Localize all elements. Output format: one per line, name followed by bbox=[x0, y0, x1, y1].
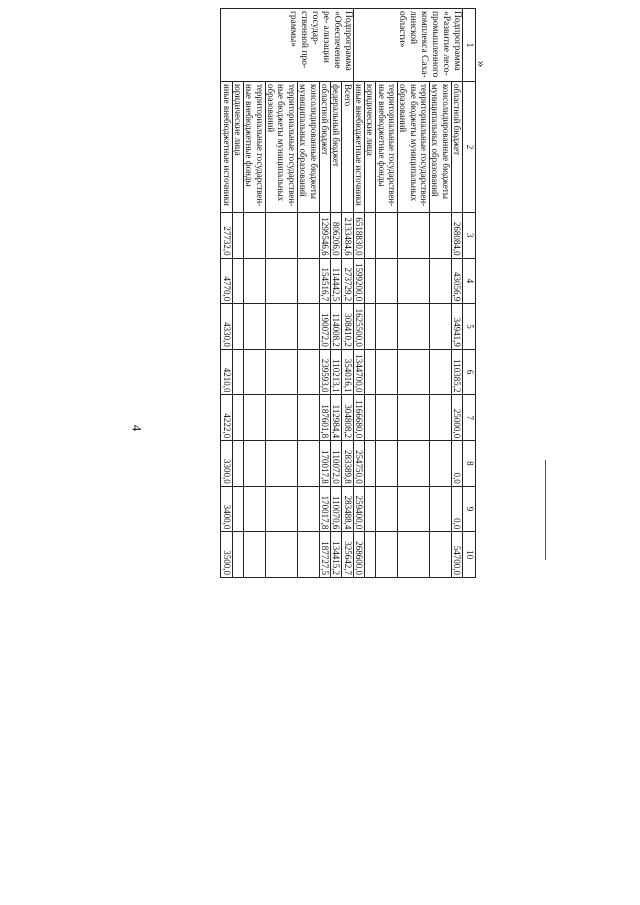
column-header-10: 10 bbox=[463, 532, 476, 578]
value-cell bbox=[429, 532, 451, 578]
column-header-7: 7 bbox=[463, 395, 476, 441]
value-cell bbox=[364, 441, 375, 487]
column-header-5: 5 bbox=[463, 304, 476, 350]
value-cell: 25000,0 bbox=[451, 395, 462, 441]
value-cell bbox=[244, 532, 266, 578]
funding-source: консолидированные бюджеты муниципальных образований bbox=[297, 82, 319, 213]
funding-source: областной бюджет bbox=[319, 82, 330, 213]
value-cell bbox=[397, 486, 429, 532]
value-cell bbox=[397, 532, 429, 578]
column-header-1: 1 bbox=[463, 9, 476, 82]
value-cell bbox=[376, 395, 398, 441]
budget-table-wrapper bbox=[94, 8, 476, 578]
value-cell bbox=[232, 258, 243, 304]
value-cell bbox=[297, 395, 319, 441]
value-cell: 110072,0 bbox=[330, 441, 341, 487]
value-cell bbox=[297, 532, 319, 578]
value-cell: 27732,0 bbox=[221, 212, 232, 258]
value-cell bbox=[244, 304, 266, 350]
funding-source: консолидированные бюджеты муниципальных образований bbox=[429, 82, 451, 213]
value-cell bbox=[265, 486, 297, 532]
page-number: 4 bbox=[129, 424, 145, 432]
value-cell: 354016,1 bbox=[342, 349, 353, 395]
funding-source: юридические лица bbox=[364, 82, 375, 213]
value-cell: 239593,0 bbox=[319, 349, 330, 395]
value-cell: 114442,5 bbox=[330, 258, 341, 304]
value-cell bbox=[265, 349, 297, 395]
value-cell: 283389,8 bbox=[342, 441, 353, 487]
value-cell: 170017,8 bbox=[319, 486, 330, 532]
value-cell bbox=[397, 441, 429, 487]
value-cell: 806206,0 bbox=[330, 212, 341, 258]
value-cell bbox=[244, 395, 266, 441]
header-row bbox=[463, 9, 476, 578]
value-cell bbox=[244, 212, 266, 258]
value-cell bbox=[232, 486, 243, 532]
value-cell bbox=[429, 349, 451, 395]
value-cell bbox=[297, 486, 319, 532]
value-cell: 254750,0 bbox=[353, 441, 364, 487]
value-cell bbox=[429, 258, 451, 304]
value-cell bbox=[265, 532, 297, 578]
value-cell: 283488,4 bbox=[342, 486, 353, 532]
value-cell: 4222,0 bbox=[221, 395, 232, 441]
value-cell: 268600,0 bbox=[353, 532, 364, 578]
closing-quote: » bbox=[474, 60, 490, 68]
table-row bbox=[244, 9, 266, 578]
funding-source: Всего bbox=[342, 82, 353, 213]
value-cell: 1166680,0 bbox=[353, 395, 364, 441]
column-header-3: 3 bbox=[463, 212, 476, 258]
value-cell bbox=[297, 258, 319, 304]
table-row bbox=[330, 9, 341, 578]
value-cell bbox=[429, 486, 451, 532]
table-row bbox=[397, 9, 429, 578]
value-cell: 187727,5 bbox=[319, 532, 330, 578]
value-cell bbox=[297, 212, 319, 258]
value-cell: 4770,0 bbox=[221, 258, 232, 304]
value-cell: 3500,0 bbox=[221, 532, 232, 578]
funding-source: территориальные государствен- ные внебюджетные фонды bbox=[376, 82, 398, 213]
value-cell bbox=[376, 304, 398, 350]
value-cell: 1299546,6 bbox=[319, 212, 330, 258]
value-cell: 3400,0 bbox=[221, 486, 232, 532]
table-row bbox=[297, 9, 319, 578]
value-cell bbox=[232, 349, 243, 395]
value-cell bbox=[232, 304, 243, 350]
value-cell bbox=[297, 349, 319, 395]
value-cell: 308410,2 bbox=[342, 304, 353, 350]
value-cell: 110213,1 bbox=[330, 349, 341, 395]
value-cell: 0,0 bbox=[451, 441, 462, 487]
value-cell: 114008,2 bbox=[330, 304, 341, 350]
value-cell: 6518830,0 bbox=[353, 212, 364, 258]
value-cell: 325642,7 bbox=[342, 532, 353, 578]
funding-source: территориальные государствен- ные внебюджетные фонды bbox=[244, 82, 266, 213]
value-cell bbox=[265, 395, 297, 441]
funding-source: иные внебюджетные источники bbox=[221, 82, 232, 213]
value-cell bbox=[244, 349, 266, 395]
value-cell bbox=[376, 441, 398, 487]
value-cell bbox=[265, 258, 297, 304]
table-row bbox=[451, 9, 462, 578]
value-cell bbox=[376, 532, 398, 578]
table-row bbox=[376, 9, 398, 578]
value-cell bbox=[265, 212, 297, 258]
value-cell bbox=[232, 212, 243, 258]
value-cell: 187601,8 bbox=[319, 395, 330, 441]
value-cell bbox=[364, 395, 375, 441]
value-cell bbox=[429, 395, 451, 441]
value-cell: 4210,0 bbox=[221, 349, 232, 395]
value-cell bbox=[232, 395, 243, 441]
value-cell: 2133484,6 bbox=[342, 212, 353, 258]
value-cell: 1344700,0 bbox=[353, 349, 364, 395]
table-row bbox=[232, 9, 243, 578]
table-row bbox=[353, 9, 364, 578]
value-cell: 268084,0 bbox=[451, 212, 462, 258]
value-cell bbox=[397, 212, 429, 258]
value-cell bbox=[232, 532, 243, 578]
value-cell: 0,0 bbox=[451, 486, 462, 532]
funding-source: территориальные государствен- ные бюджеты муниципальных образований bbox=[397, 82, 429, 213]
column-header-2: 2 bbox=[463, 82, 476, 213]
value-cell: 1599200,0 bbox=[353, 258, 364, 304]
value-cell: 4330,0 bbox=[221, 304, 232, 350]
value-cell: 304808,2 bbox=[342, 395, 353, 441]
value-cell bbox=[376, 212, 398, 258]
column-header-8: 8 bbox=[463, 441, 476, 487]
value-cell bbox=[364, 304, 375, 350]
value-cell bbox=[364, 349, 375, 395]
value-cell bbox=[232, 441, 243, 487]
value-cell: 112984,4 bbox=[330, 395, 341, 441]
separator-line bbox=[545, 460, 546, 560]
value-cell bbox=[376, 258, 398, 304]
value-cell: 34941,9 bbox=[451, 304, 462, 350]
value-cell: 259400,0 bbox=[353, 486, 364, 532]
table-row bbox=[342, 9, 353, 578]
table-row bbox=[221, 9, 232, 578]
value-cell: 110070,6 bbox=[330, 486, 341, 532]
value-cell: 43056,9 bbox=[451, 258, 462, 304]
value-cell: 190072,0 bbox=[319, 304, 330, 350]
value-cell: 134415,2 bbox=[330, 532, 341, 578]
funding-source: областной бюджет bbox=[451, 82, 462, 213]
value-cell bbox=[397, 258, 429, 304]
value-cell: 154516,7 bbox=[319, 258, 330, 304]
value-cell: 54700,0 bbox=[451, 532, 462, 578]
value-cell bbox=[376, 486, 398, 532]
column-header-4: 4 bbox=[463, 258, 476, 304]
funding-source: иные внебюджетные источники bbox=[353, 82, 364, 213]
funding-source: юридические лица bbox=[232, 82, 243, 213]
value-cell bbox=[244, 258, 266, 304]
column-header-9: 9 bbox=[463, 486, 476, 532]
value-cell bbox=[265, 304, 297, 350]
value-cell: 3300,0 bbox=[221, 441, 232, 487]
program-name: Подпрограмма «Развитие лесо- промышленного комплекса Саха- линской области» bbox=[353, 9, 462, 82]
value-cell bbox=[265, 441, 297, 487]
funding-source: федеральный бюджет bbox=[330, 82, 341, 213]
value-cell bbox=[364, 212, 375, 258]
value-cell bbox=[429, 304, 451, 350]
budget-table bbox=[220, 8, 476, 578]
value-cell bbox=[364, 486, 375, 532]
value-cell bbox=[297, 441, 319, 487]
value-cell bbox=[397, 395, 429, 441]
value-cell: 110385,2 bbox=[451, 349, 462, 395]
value-cell bbox=[429, 441, 451, 487]
value-cell: 170017,8 bbox=[319, 441, 330, 487]
table-row bbox=[265, 9, 297, 578]
program-name: Подпрограмма «Обеспечение ре- ализации государ- ственной про- граммы» bbox=[221, 9, 353, 82]
value-cell bbox=[397, 349, 429, 395]
funding-source: территориальные государствен- ные бюджеты муниципальных образований bbox=[265, 82, 297, 213]
table-row bbox=[364, 9, 375, 578]
value-cell bbox=[397, 304, 429, 350]
value-cell bbox=[244, 441, 266, 487]
value-cell bbox=[364, 258, 375, 304]
value-cell bbox=[297, 304, 319, 350]
table-row bbox=[429, 9, 451, 578]
value-cell bbox=[364, 532, 375, 578]
value-cell bbox=[429, 212, 451, 258]
value-cell bbox=[376, 349, 398, 395]
column-header-6: 6 bbox=[463, 349, 476, 395]
value-cell bbox=[244, 486, 266, 532]
value-cell: 273729,2 bbox=[342, 258, 353, 304]
table-row bbox=[319, 9, 330, 578]
value-cell: 1625500,0 bbox=[353, 304, 364, 350]
